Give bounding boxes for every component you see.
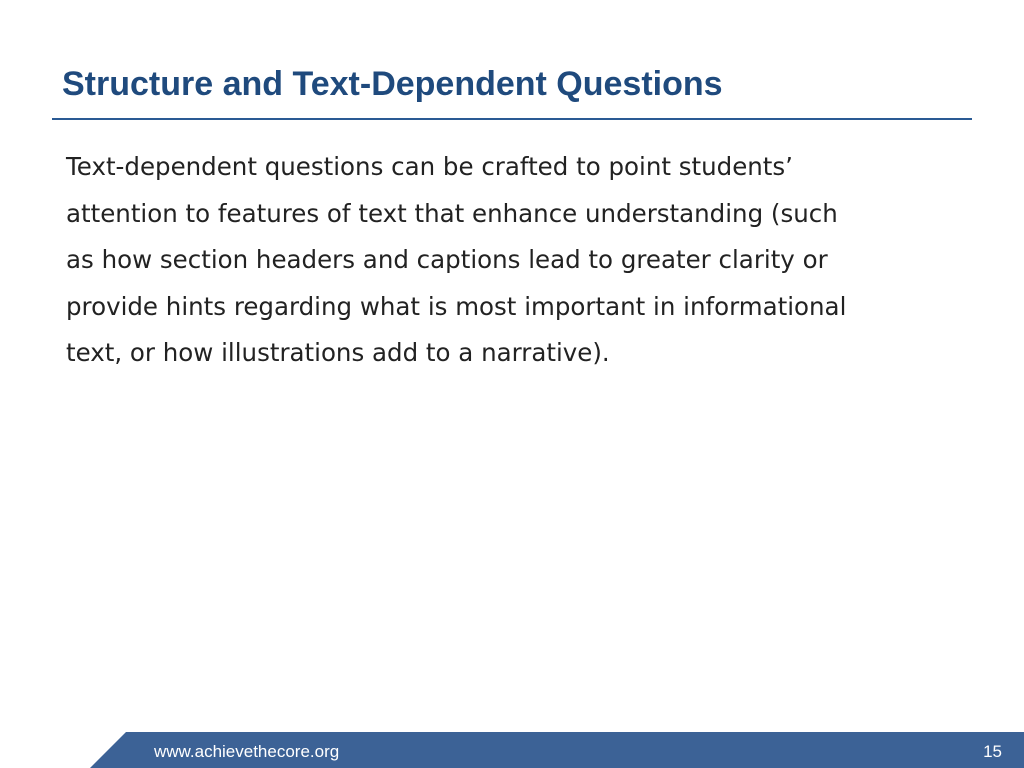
body-line: provide hints regarding what is most important in informational — [66, 291, 847, 321]
body-line: attention to features of text that enhance understanding (such — [66, 198, 838, 228]
page-number: 15 — [983, 742, 1002, 761]
body-line: Text-dependent questions can be crafted to point students’ — [66, 152, 793, 181]
body-line: as how section headers and captions lead to greater clarity or — [66, 245, 828, 274]
body-line: text, or how illustrations add to a narrative). — [66, 338, 610, 367]
title-underline-rule — [52, 118, 972, 120]
body-paragraph — [66, 144, 966, 377]
footer-website-link[interactable]: www.achievethecore.org — [154, 742, 340, 761]
slide-title: Structure and Text-Dependent Questions — [62, 65, 723, 103]
